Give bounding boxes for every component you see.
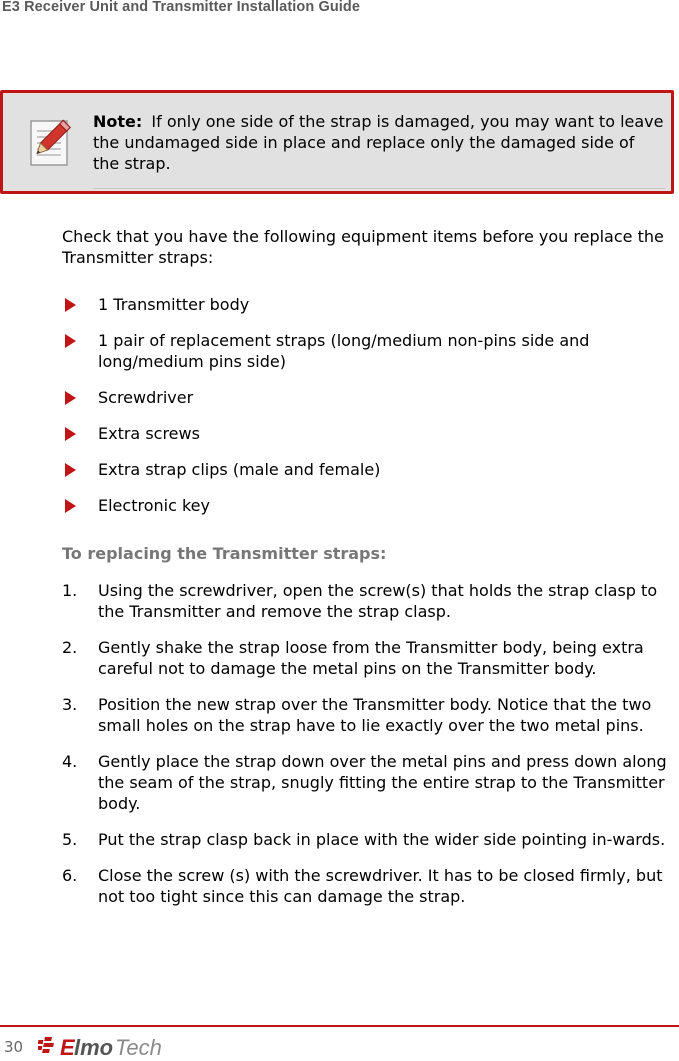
step-text: Using the screwdriver, open the screw(s) that holds the strap clasp to the Transmitter and remove the strap clasp.	[98, 581, 658, 621]
elmotech-logo	[38, 1031, 188, 1061]
step-item	[62, 637, 678, 679]
page-header-title: E3 Receiver Unit and Transmitter Installation Guide	[2, 0, 361, 15]
list-item: Screwdriver	[62, 387, 674, 408]
step-number: 6.	[62, 866, 78, 885]
svg-text:lmo: lmo	[74, 1035, 114, 1060]
note-pencil-icon	[21, 115, 77, 171]
step-text: Close the screw (s) with the screwdriver. It has to be closed firmly, but not too tight since this can damage the strap.	[98, 866, 663, 906]
list-item: 1 pair of replacement straps (long/medium non-pins side and long/medium pins side)	[62, 330, 674, 372]
step-number: 4.	[62, 752, 78, 771]
list-item: Extra screws	[62, 423, 674, 444]
step-text: Gently shake the strap loose from the Transmitter body, being extra careful not to damage the metal pins on the Transmitter body.	[98, 638, 644, 678]
procedure-steps	[62, 580, 678, 922]
footer-divider	[0, 1025, 679, 1027]
list-item: 1 Transmitter body	[62, 294, 674, 315]
step-number: 1.	[62, 581, 78, 600]
list-item: Extra strap clips (male and female)	[62, 459, 674, 480]
bullet-arrow-icon	[65, 499, 76, 513]
step-item	[62, 694, 678, 736]
bullet-arrow-icon	[65, 298, 76, 312]
page-number: 30	[4, 1038, 24, 1056]
svg-text:E: E	[60, 1035, 75, 1060]
step-item	[62, 751, 678, 814]
note-body: If only one side of the strap is damaged, you may want to leave the undamaged side in place and replace only the damaged side of the strap.	[93, 112, 664, 173]
bullet-arrow-icon	[65, 391, 76, 405]
procedure-heading: To replacing the Transmitter straps:	[62, 544, 387, 563]
list-item: Electronic key	[62, 495, 674, 516]
step-item	[62, 580, 678, 622]
step-text: Put the strap clasp back in place with the wider side pointing in-wards.	[98, 830, 666, 849]
svg-text:Tech: Tech	[115, 1035, 162, 1060]
note-divider	[93, 188, 665, 189]
note-label: Note:	[93, 112, 143, 131]
intro-paragraph: Check that you have the following equipment items before you replace the Transmitter straps:	[62, 227, 664, 267]
bullet-arrow-icon	[65, 334, 76, 348]
bullet-arrow-icon	[65, 427, 76, 441]
step-number: 5.	[62, 830, 78, 849]
step-text: Gently place the strap down over the metal pins and press down along the seam of the strap, snugly fitting the entire strap to the Transmitter body.	[98, 752, 667, 813]
step-number: 3.	[62, 695, 78, 714]
bullet-arrow-icon	[65, 463, 76, 477]
step-item	[62, 829, 678, 850]
note-text	[93, 111, 665, 174]
step-text: Position the new strap over the Transmitter body. Notice that the two small holes on the strap have to lie exactly over the two metal pins.	[98, 695, 652, 735]
step-number: 2.	[62, 638, 78, 657]
step-item	[62, 865, 678, 907]
equipment-list	[62, 294, 674, 531]
note-box	[0, 90, 674, 194]
